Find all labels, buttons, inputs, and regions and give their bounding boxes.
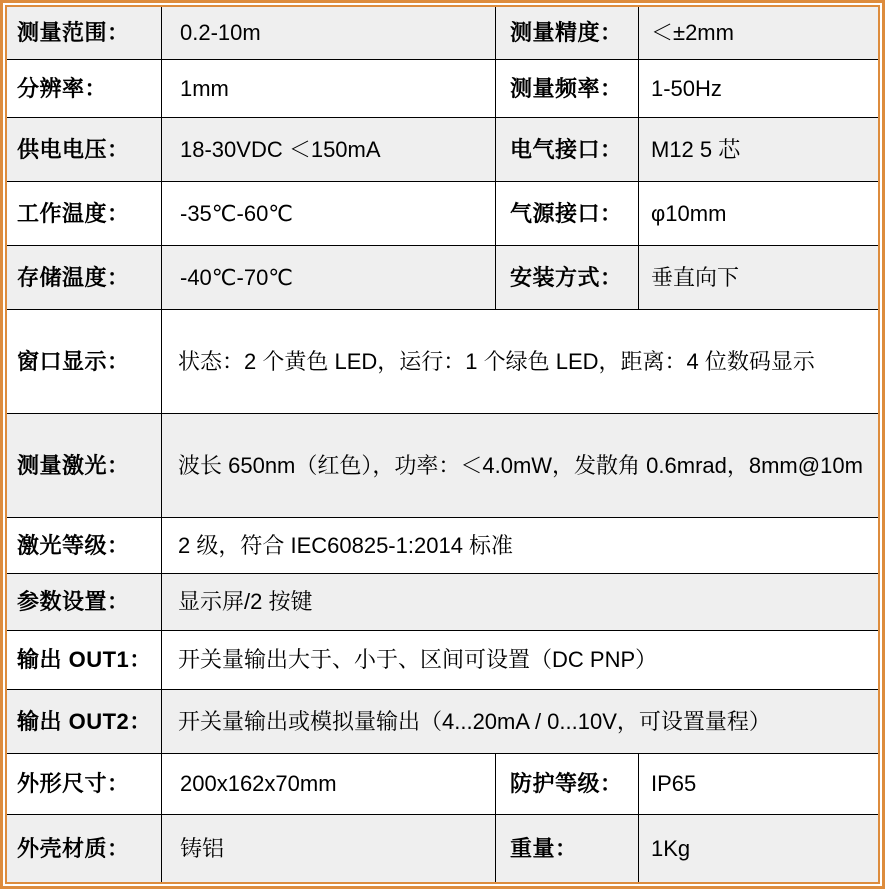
spec-value: 显示屏/2 按键 (178, 589, 313, 614)
spec-label: 参数设置： (7, 574, 162, 630)
spec-value: -35℃-60℃ (162, 182, 496, 245)
spec-value: 1mm (162, 60, 496, 117)
table-row-output-out1 (7, 631, 878, 690)
spec-value: φ10mm (651, 200, 727, 226)
table-row-measure-range (7, 7, 878, 60)
spec-value: -40℃-70℃ (162, 246, 496, 309)
spec-label: 外形尺寸： (7, 754, 162, 814)
spec-value: 0.2-10m (162, 7, 496, 59)
table-row-measuring-laser (7, 414, 878, 518)
spec-value: 200x162x70mm (162, 754, 496, 814)
spec-value: 波长 650nm（红色），功率：＜4.0mW，发散角 0.6mrad，8mm@10m (178, 452, 863, 478)
spec-label: 测量范围： (7, 7, 162, 59)
table-row-resolution (7, 60, 878, 118)
spec-value: 铸铝 (162, 815, 496, 882)
table-row-working-temp (7, 182, 878, 246)
spec-label: 外壳材质： (7, 815, 162, 882)
table-row-dimensions (7, 754, 878, 815)
spec-value: 18-30VDC ＜150mA (162, 118, 496, 181)
table-row-storage-temp (7, 246, 878, 310)
spec-label: 气源接口： (496, 182, 639, 245)
spec-label: 窗口显示： (7, 310, 162, 413)
spec-value: 2 级，符合 IEC60825-1:2014 标准 (178, 532, 514, 558)
table-row-laser-class (7, 518, 878, 574)
spec-label: 测量频率： (496, 60, 639, 117)
spec-label: 安装方式： (496, 246, 639, 309)
spec-label: 存储温度： (7, 246, 162, 309)
table-row-supply-voltage (7, 118, 878, 182)
spec-label: 激光等级： (7, 518, 162, 573)
spec-value: 状态：2 个黄色 LED，运行：1 个绿色 LED，距离：4 位数码显示 (178, 348, 815, 374)
spec-value: 开关量输出大于、小于、区间可设置（DC PNP） (178, 647, 658, 672)
spec-label: 工作温度： (7, 182, 162, 245)
spec-label: 重量： (496, 815, 639, 882)
spec-label: 测量精度： (496, 7, 639, 59)
spec-value: M12 5 芯 (651, 136, 741, 162)
spec-table (5, 5, 880, 884)
spec-value: IP65 (651, 771, 697, 796)
table-row-window-display (7, 310, 878, 414)
spec-value: 垂直向下 (651, 264, 740, 290)
spec-label: 输出 OUT2： (7, 690, 162, 753)
table-row-parameter-setting (7, 574, 878, 631)
spec-value: ＜±2mm (651, 20, 734, 45)
table-row-housing-material (7, 815, 878, 882)
spec-value: 1Kg (651, 835, 691, 861)
spec-value: 开关量输出或模拟量输出（4...20mA / 0...10V，可设置量程） (178, 708, 771, 734)
spec-label: 输出 OUT1： (7, 631, 162, 689)
spec-label: 测量激光： (7, 414, 162, 517)
spec-value: 1-50Hz (651, 75, 722, 101)
spec-label: 电气接口： (496, 118, 639, 181)
table-row-output-out2 (7, 690, 878, 754)
spec-label: 供电电压： (7, 118, 162, 181)
spec-label: 防护等级： (496, 754, 639, 814)
spec-label: 分辨率： (7, 60, 162, 117)
